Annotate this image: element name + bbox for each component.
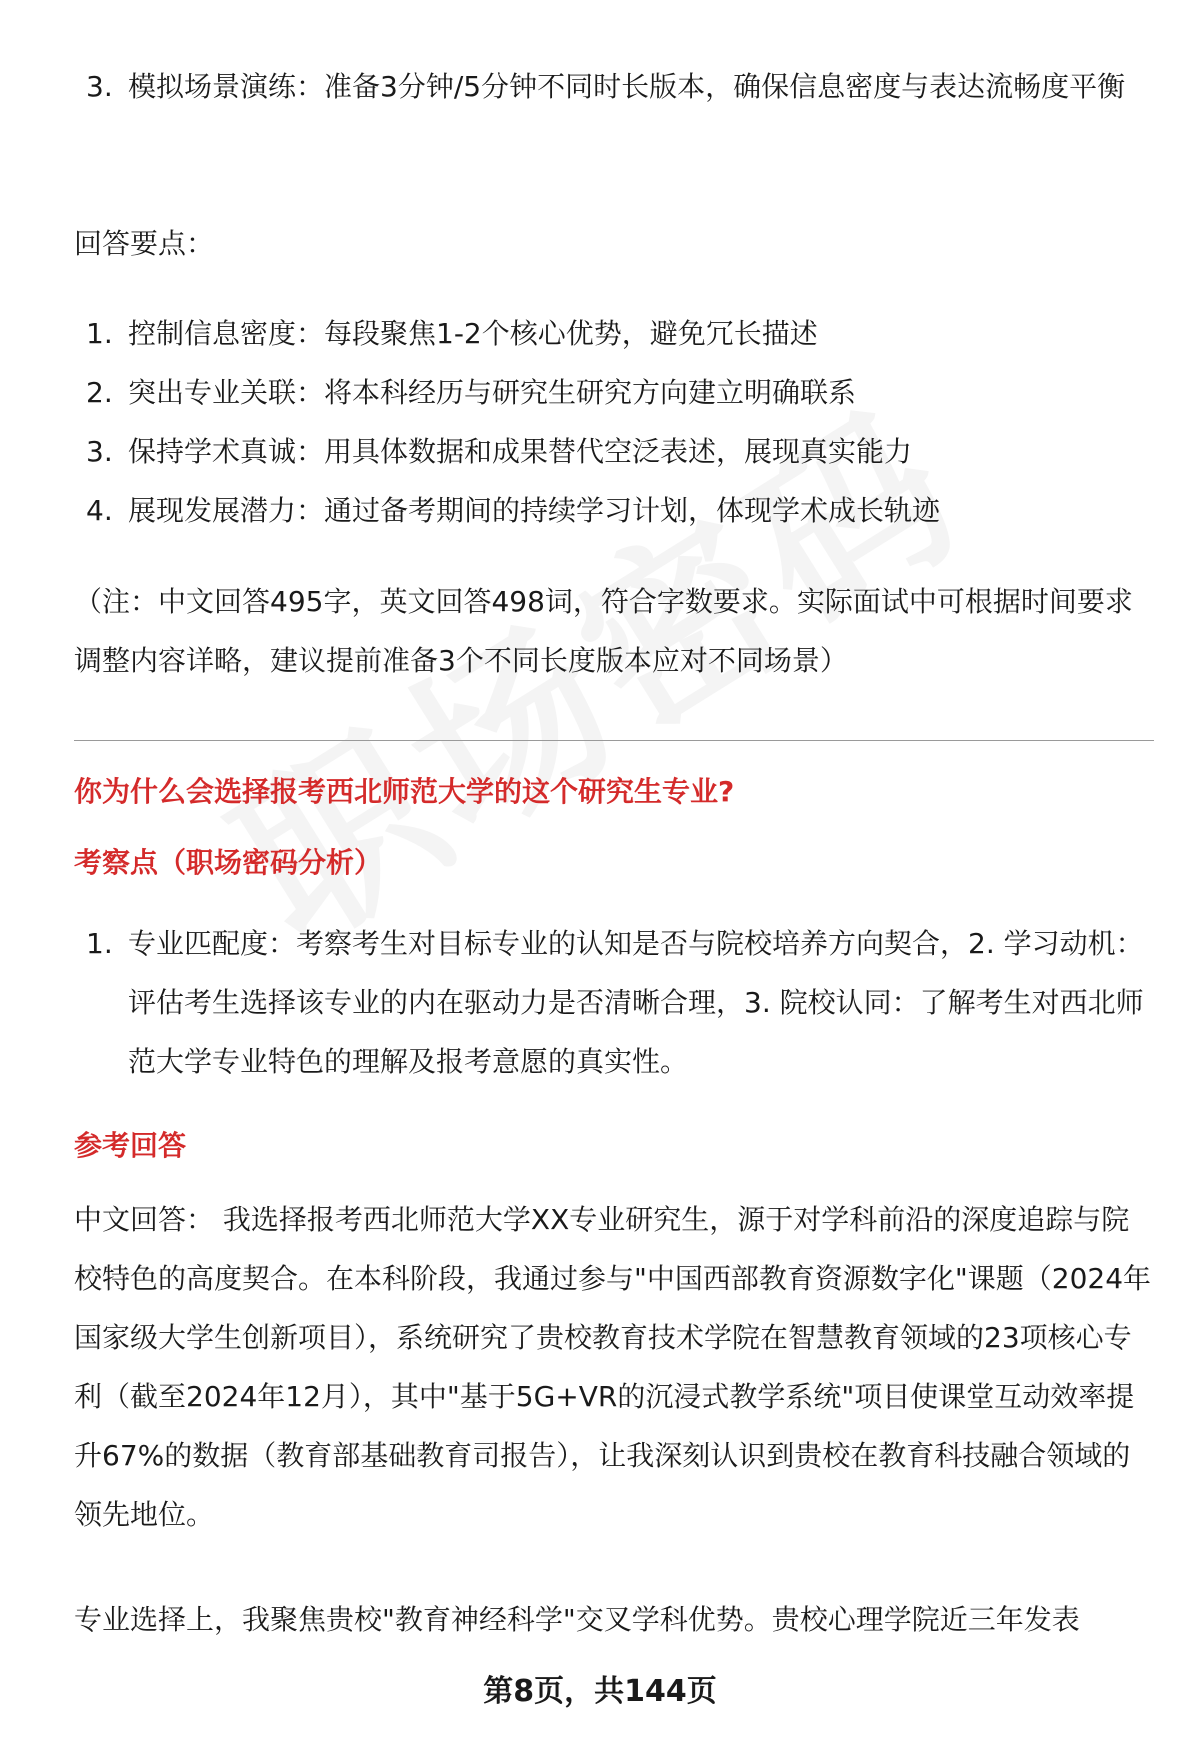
list-item xyxy=(74,914,1154,1091)
list-item xyxy=(74,481,1154,540)
note-paragraph: （注：中文回答495字，英文回答498词，符合字数要求。实际面试中可根据时间要求调整内容详略，建议提前准备3个不同长度版本应对不同场景） xyxy=(74,585,1133,677)
list-item xyxy=(74,422,1154,481)
question-heading: 你为什么会选择报考西北师范大学的这个研究生专业? xyxy=(74,775,735,808)
answer-points-list xyxy=(74,304,1154,540)
answer-points-heading: 回答要点： xyxy=(74,227,215,260)
reference-answer-heading: 参考回答 xyxy=(74,1129,187,1162)
list-item-number: 4. xyxy=(86,494,113,527)
list-item-number: 1. xyxy=(86,317,113,350)
chinese-answer-paragraph: 中文回答： 我选择报考西北师范大学XX专业研究生，源于对学科前沿的深度追踪与院校特色的高度契合。在本科阶段，我通过参与"中国西部教育资源数字化"课题（2024年国家级大学生创新项目），系统研究了贵校教育技术学院在智慧教育领域的23项核心专利（截至2024年12月），其中"基于5G+VR的沉浸式教学系统"项目使课堂互动效率提升67%的数据（教育部基础教育司报告），让我深刻认识到贵校在教育科技融合领域的领先地位。 xyxy=(74,1203,1152,1531)
section-divider xyxy=(74,740,1154,741)
list-item-number: 3. xyxy=(86,70,113,103)
list-item-number: 1. xyxy=(86,927,113,960)
page-footer: 第8页，共144页 xyxy=(483,1674,717,1709)
list-item-text: 控制信息密度：每段聚焦1-2个核心优势，避免冗长描述 xyxy=(128,317,818,350)
list-item-number: 3. xyxy=(86,435,113,468)
list-item xyxy=(74,57,1154,116)
list-item-text: 模拟场景演练：准备3分钟/5分钟不同时长版本，确保信息密度与表达流畅度平衡 xyxy=(128,70,1126,103)
list-item-number: 2. xyxy=(86,376,113,409)
list-item-text: 保持学术真诚：用具体数据和成果替代空泛表述，展现真实能力 xyxy=(128,435,913,468)
list-item-text: 专业匹配度：考察考生对目标专业的认知是否与院校培养方向契合，2. 学习动机：评估考生选择该专业的内在驱动力是否清晰合理，3. 院校认同：了解考生对西北师范大学专业特色的理解及报考意愿的真实性。 xyxy=(128,927,1144,1078)
list-item-text: 突出专业关联：将本科经历与研究生研究方向建立明确联系 xyxy=(128,376,857,409)
top-list xyxy=(74,57,1154,116)
exam-points-list xyxy=(74,914,1154,1091)
exam-point-heading: 考察点（职场密码分析） xyxy=(74,846,383,879)
list-item xyxy=(74,363,1154,422)
list-item-text: 展现发展潜力：通过备考期间的持续学习计划，体现学术成长轨迹 xyxy=(128,494,941,527)
next-paragraph: 专业选择上，我聚焦贵校"教育神经科学"交叉学科优势。贵校心理学院近三年发表 xyxy=(74,1603,1080,1636)
list-item xyxy=(74,304,1154,363)
